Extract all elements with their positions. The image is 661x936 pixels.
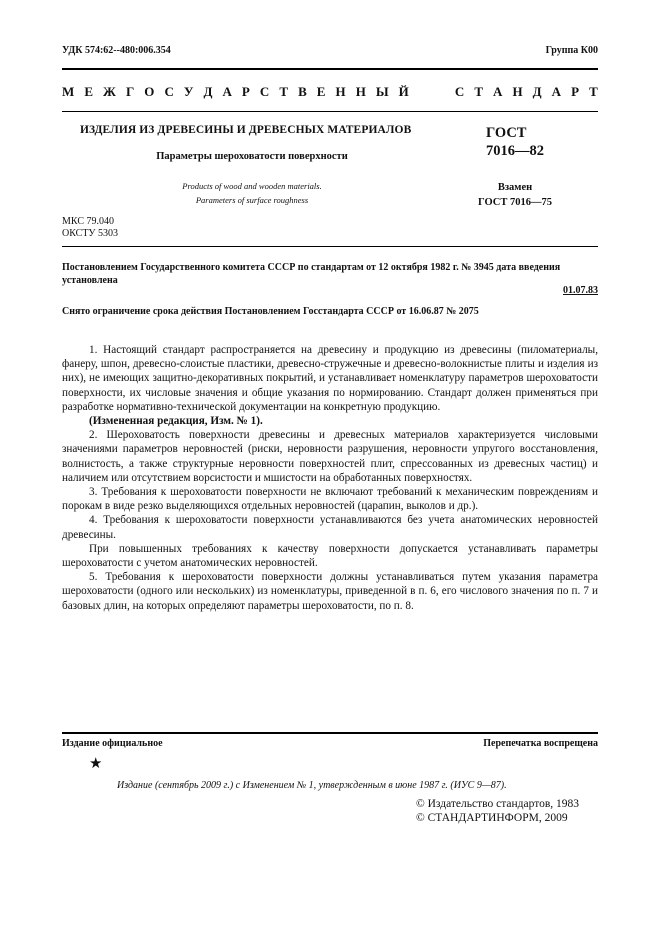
banner-letter: С [164, 84, 174, 99]
english-title-line1: Products of wood and wooden materials. [182, 181, 322, 191]
standard-body [62, 343, 598, 613]
reprint-prohibited: Перепечатка воспрещена [483, 738, 598, 749]
copyright-block [416, 797, 579, 825]
banner-letter: Н [335, 84, 346, 99]
banner-letter: А [493, 84, 503, 99]
gost-block [486, 124, 544, 160]
banner-letter: Д [203, 84, 213, 99]
codes-rule [62, 246, 598, 247]
banner-letter: Г [125, 84, 135, 99]
gost-label: ГОСТ [486, 125, 527, 141]
udk-code: УДК 574:62--480:006.354 [62, 45, 171, 56]
banner-gap [419, 84, 445, 100]
decree-text: Постановлением Государственного комитета СССР по стандартам от 12 октября 1982 г. № 3945 дата введения установлена [62, 262, 561, 286]
top-rule [62, 68, 598, 70]
banner-letter: Ж [103, 84, 116, 99]
banner-letter: М [62, 84, 75, 99]
english-title-line2: Parameters of surface roughness [195, 195, 309, 205]
replaces-standard: ГОСТ 7016—75 [478, 197, 552, 208]
document-title: ИЗДЕЛИЯ ИЗ ДРЕВЕСИНЫ И ДРЕВЕСНЫХ МАТЕРИАЛОВ [80, 124, 412, 136]
banner-letter: Т [474, 84, 483, 99]
english-title [62, 179, 442, 207]
star-icon: ★ [89, 756, 103, 772]
limit-removed-note: Снято ограничение срока действия Постановлением Госстандарта СССР от 16.06.87 № 2075 [62, 306, 479, 317]
banner-letter: Ы [375, 84, 389, 99]
okstu-code: ОКСТУ 5303 [62, 228, 119, 239]
banner-letter: Е [316, 84, 326, 99]
banner-letter: С [259, 84, 270, 99]
clause-2: 2. Шероховатость поверхности древесины и древесных материалов характеризуется числовыми значениями параметров неровностей (риски, неровности разрушения, неровности упругого восстановления, волнистость, а также структурные неровности поверхностей плит, спрессованных из древесных частиц) и наличием или отсутствием ворсистости и мшистости на обработанных поверхностях. [62, 429, 598, 484]
copyright-standartinform: © СТАНДАРТИНФОРМ, 2009 [416, 812, 568, 824]
clause-3: 3. Требования к шероховатости поверхности не включают требований к механическим повреждениям и порокам в виде резко выделяющихся отдельных неровностей (царапин, выколов и др.). [62, 486, 598, 513]
banner-letter: Т [279, 84, 289, 99]
classification-codes [62, 216, 118, 240]
group-code: Группа К00 [545, 45, 598, 56]
banner-letter: Р [241, 84, 250, 99]
gost-number: 7016—82 [486, 143, 544, 159]
banner-letter: А [222, 84, 232, 99]
clause-4-note: При повышенных требованиях к качеству поверхности допускается устанавливать параметры шероховатости с учетом анатомических неровностей. [62, 542, 598, 570]
banner-letter: Е [84, 84, 93, 99]
banner-letter: Р [571, 84, 580, 99]
banner-letter: Н [355, 84, 366, 99]
banner-letter: Д [532, 84, 542, 99]
banner-letter: Й [398, 84, 409, 99]
introduction-date: 01.07.83 [563, 285, 598, 296]
clause-1-amendment: (Измененная редакция, Изм. № 1). [89, 415, 263, 428]
banner-letter: О [144, 84, 155, 99]
document-subtitle: Параметры шероховатости поверхности [156, 151, 348, 162]
banner-letter: Т [589, 84, 598, 99]
official-edition: Издание официальное [62, 738, 163, 749]
clause-1: 1. Настоящий стандарт распространяется на древесину и продукцию из древесины (пиломатериалы, фанеру, шпон, древесно-слоистые пластики, древесно-стружечные и древесно-волокнистые плиты и изделия из них), не имеющих защитно-декоративных покрытий, и устанавливает номенклатуру параметров шероховатости поверхности, их числовые значения и общие указания по нормированию. Стандарт должен применяться при разработке нормативно-технической документации на конкретную продукцию. [62, 344, 598, 413]
mks-code: МКС 79.040 [62, 216, 114, 227]
banner-letter: В [298, 84, 307, 99]
banner-letter: С [454, 84, 465, 99]
banner-rule [62, 111, 598, 112]
footer-rule [62, 732, 598, 734]
clause-5: 5. Требования к шероховатости поверхности должны устанавливаться путем указания параметра шероховатости (одного или нескольких) из номенклатуры, приведенной в п. 6, его числового значения по п. 7 и базовых длин, на которых определяют параметры шероховатости, по п. 8. [62, 571, 598, 612]
copyright-publisher: © Издательство стандартов, 1983 [416, 798, 580, 810]
banner-letter: Н [512, 84, 523, 99]
edition-note: Издание (сентябрь 2009 г.) с Изменением № 1, утвержденным в июне 1987 г. (ИУС 9—87). [117, 780, 507, 791]
clause-4: 4. Требования к шероховатости поверхности устанавливаются без учета анатомических неровностей древесины. [62, 514, 598, 541]
replaces-block [455, 180, 575, 210]
interstate-standard-banner [62, 84, 598, 100]
replaces-label: Взамен [497, 182, 533, 193]
banner-letter: А [551, 84, 562, 99]
banner-letter: У [183, 84, 194, 99]
